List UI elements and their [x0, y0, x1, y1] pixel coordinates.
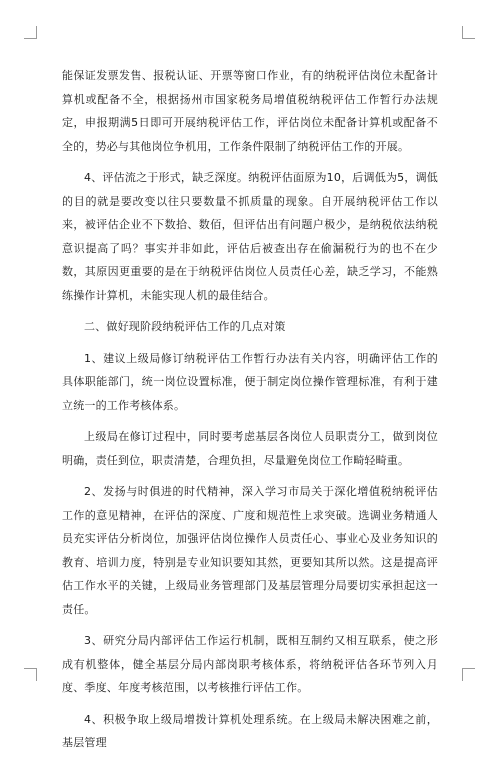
paragraph-continued: 能保证发票发售、报税认证、开票等窗口作业，有的纳税评估岗位未配备计算机或配备不全，根据扬州市国家税务局增值税纳税评估工作暂行办法规定，申报期满5日即可开展纳税评估工作，评估岗位未配备计算机或配备不全的，势必与其他岗位争机用，工作条件限制了纳税评估工作的开展。	[62, 69, 438, 153]
paragraph-item-4-evaluation-formality: 4、评估流之于形式，缺乏深度。纳税评估面原为10，后调低为5，调低的目的就是要改变以往只要数量不抓质量的现象。自开展纳税评估工作以来，被评估企业不下数拾、数佰，但评估出有问题户极少，是纳税依法纳税意识提高了吗？事实并非如此，评估后被查出存在偷漏税行为的也不在少数，其原因更重要的是在于纳税评估岗位人员责任心差，缺乏学习，不能熟练操作计算机，未能实现人机的最佳结合。	[62, 171, 438, 302]
document-body	[62, 64, 438, 763]
paragraph-item-4-computer-systems: 4、积极争取上级局增拨计算机处理系统。在上级局未解决困难之前，基层管理	[62, 712, 438, 749]
crop-mark-top-left	[24, 26, 37, 39]
crop-mark-bottom-left	[24, 668, 37, 681]
paragraph-responsibility-division: 上级局在修订过程中，同时要考虑基层各岗位人员职责分工，做到岗位明确，责任到位，职责清楚，合理负担，尽量避免岗位工作畸轻畸重。	[62, 430, 438, 467]
paragraph-item-3-internal-mechanism: 3、研究分局内部评估工作运行机制，既相互制约又相互联系，使之形成有机整体，健全基层分局内部岗职考核体系，将纳税评估各环节列入月度、季度、年度考核范围，以考核推行评估工作。	[62, 634, 438, 694]
section-heading-countermeasures: 二、做好现阶段纳税评估工作的几点对策	[84, 320, 286, 333]
paragraph-item-2-keep-pace: 2、发扬与时俱进的时代精神，深入学习市局关于深化增值税纳税评估工作的意见精神，在评估的深度、广度和规范性上求突破。选调业务精通人员充实评估分析岗位，加强评估岗位操作人员责任心、事业心及业务知识的教育、培训力度，特别是专业知识要知其然，更要知其所以然。这是提高评估工作水平的关键，上级局业务管理部门及基层管理分局要切实承担起这一责任。	[62, 485, 438, 616]
paragraph-item-1-revise-measures: 1、建议上级局修订纳税评估工作暂行办法有关内容，明确评估工作的具体职能部门，统一岗位设置标准，便于制定岗位操作管理标准，有利于建立统一的工作考核体系。	[62, 351, 438, 412]
crop-mark-top-right	[462, 26, 475, 39]
crop-mark-bottom-right	[462, 668, 475, 681]
